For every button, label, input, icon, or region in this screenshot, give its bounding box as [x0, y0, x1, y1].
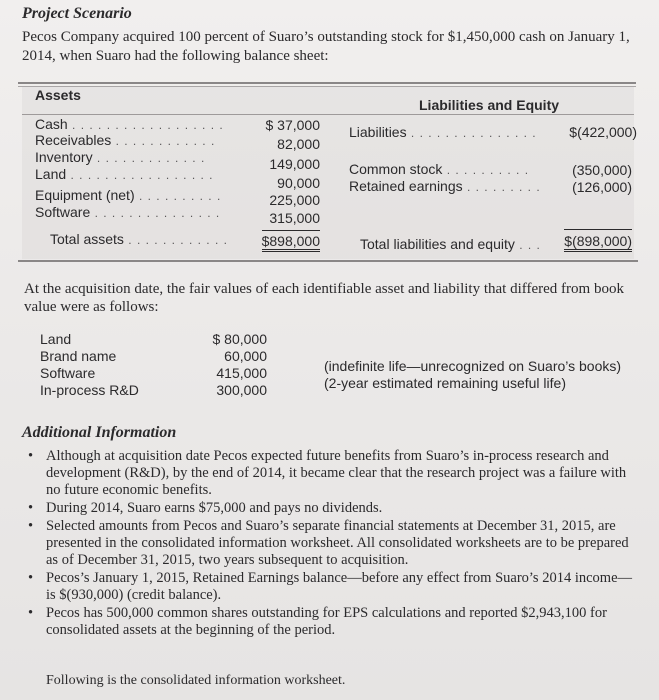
asset-row-software [35, 204, 220, 221]
bullet-text: Pecos’s January 1, 2015, Retained Earnings balance—before any effect from Suaro’s 2014 income—is $(930,000) (credit balance). [46, 570, 633, 603]
total-assets-label: Total assets [50, 231, 124, 247]
asset-value: 225,000 [269, 192, 320, 208]
intro-paragraph: Pecos Company acquired 100 percent of Suaro’s outstanding stock for $1,450,000 cash on January 1, 2014, when Suaro had the following balance sheet: [22, 29, 630, 64]
list-item [28, 500, 640, 517]
asset-value: $ 37,000 [265, 117, 320, 133]
leader-dots: . . . . . . . . . . [134, 189, 222, 203]
leader-dots: . . . . . . . . . . . . [111, 134, 216, 148]
asset-row-inventory [35, 149, 205, 166]
asset-label: Equipment (net) [35, 187, 135, 203]
equity-row-retained-earnings [349, 178, 541, 195]
asset-value: 149,000 [269, 156, 320, 172]
total-assets-cell [257, 227, 320, 252]
asset-value: 82,000 [277, 136, 320, 152]
additional-info-title: Additional Information [22, 424, 177, 441]
bullet-text: Pecos has 500,000 common shares outstanding for EPS calculations and reported $2,943,100 for consolidated assets at the beginning of the period. [46, 605, 607, 638]
leader-dots: . . . . . . . . . . [442, 163, 530, 177]
leader-dots: . . . . . . . . . . . . [123, 233, 228, 247]
fv-label-brand-name: Brand name [40, 348, 117, 364]
balance-sheet-top-rule [18, 82, 636, 84]
fair-value-intro: At the acquisition date, the fair values of each identifiable asset and liability that differed from book value were as follows: [24, 281, 624, 315]
asset-row-receivables [35, 132, 215, 149]
fv-label-in-process-rd: In-process R&D [40, 382, 139, 398]
total-le-cell [550, 229, 632, 252]
fv-value-in-process-rd: 300,000 [216, 382, 267, 398]
total-liabilities-equity-row [360, 236, 541, 253]
leader-dots: . . . . . . . . . . . . . . . . . . [67, 118, 224, 132]
equity-row-common-stock [349, 161, 529, 178]
total-assets-value: $898,000 [262, 230, 320, 252]
leader-dots: . . . . . . . . . . . . . . . [90, 206, 221, 220]
bullet-icon: • [28, 448, 34, 464]
fv-label-land: Land [40, 331, 72, 347]
bullet-icon: • [28, 500, 34, 516]
equity-label: Retained earnings [349, 178, 463, 194]
total-assets-row [50, 231, 228, 248]
bullet-icon: • [28, 570, 34, 586]
balance-sheet-top-rule-thin [18, 86, 636, 87]
bullet-icon: • [28, 605, 34, 621]
liability-label: Liabilities [349, 124, 407, 140]
asset-row-equipment [35, 187, 221, 204]
asset-value: 90,000 [277, 175, 320, 191]
fv-note-software: (2-year estimated remaining useful life) [324, 375, 566, 391]
list-item [28, 570, 640, 604]
bullet-icon: • [28, 518, 34, 534]
assets-heading: Assets [35, 87, 81, 103]
leader-dots: . . . . . . . . . . . . . . . [406, 126, 537, 140]
asset-label: Receivables [35, 132, 112, 148]
asset-value: 315,000 [269, 210, 320, 226]
asset-row-cash [35, 116, 224, 133]
fv-value-software: 415,000 [216, 365, 267, 381]
asset-label: Land [35, 166, 67, 182]
equity-label: Common stock [349, 161, 443, 177]
equity-value: (350,000) [572, 162, 632, 178]
asset-label: Software [35, 204, 91, 220]
asset-label: Cash [35, 116, 68, 132]
leader-dots: . . . . . . . . . [462, 180, 541, 194]
liability-value: $(422,000) [569, 124, 637, 140]
fv-label-software: Software [40, 365, 96, 381]
leader-dots: . . . . . . . . . . . . . . . . . [66, 168, 214, 182]
bullet-text: Although at acquisition date Pecos expected future benefits from Suaro’s in-process research and development (R&D), by the end of 2014, it became clear that the research project was a failure with no future economic benefits. [46, 448, 627, 498]
additional-info-list [28, 448, 640, 640]
fv-value-brand-name: 60,000 [224, 348, 267, 364]
bullet-text: Selected amounts from Pecos and Suaro’s separate financial statements at December 31, 2015, are presented in the consolidated information worksheet. All consolidated worksheets are to be prepared as of December 31, 2015, two years subsequent to acquisition. [46, 518, 629, 568]
balance-sheet-bottom-rule [18, 260, 638, 262]
total-le-label: Total liabilities and equity [360, 236, 515, 252]
leader-dots: . . . . . . . . . . . . . [92, 151, 206, 165]
asset-row-land [35, 166, 214, 183]
bullet-text: During 2014, Suaro earns $75,000 and pays no dividends. [46, 500, 383, 516]
list-item [28, 448, 640, 499]
fv-note-brand-name: (indefinite life—unrecognized on Suaro’s books) [324, 358, 622, 374]
leader-dots: . . . [514, 238, 541, 252]
list-item [28, 518, 640, 569]
total-le-value: $(898,000) [564, 229, 632, 252]
liabilities-equity-heading: Liabilities and Equity [419, 97, 560, 113]
liability-row-liabilities [349, 124, 537, 141]
list-item [28, 605, 640, 639]
fv-value-land: $ 80,000 [212, 331, 267, 347]
balance-sheet-header-rule [22, 114, 634, 115]
asset-label: Inventory [35, 149, 93, 165]
worksheet-lead-in: Following is the consolidated information worksheet. [46, 673, 346, 688]
page-title: Project Scenario [22, 5, 132, 22]
equity-value: (126,000) [572, 179, 632, 195]
